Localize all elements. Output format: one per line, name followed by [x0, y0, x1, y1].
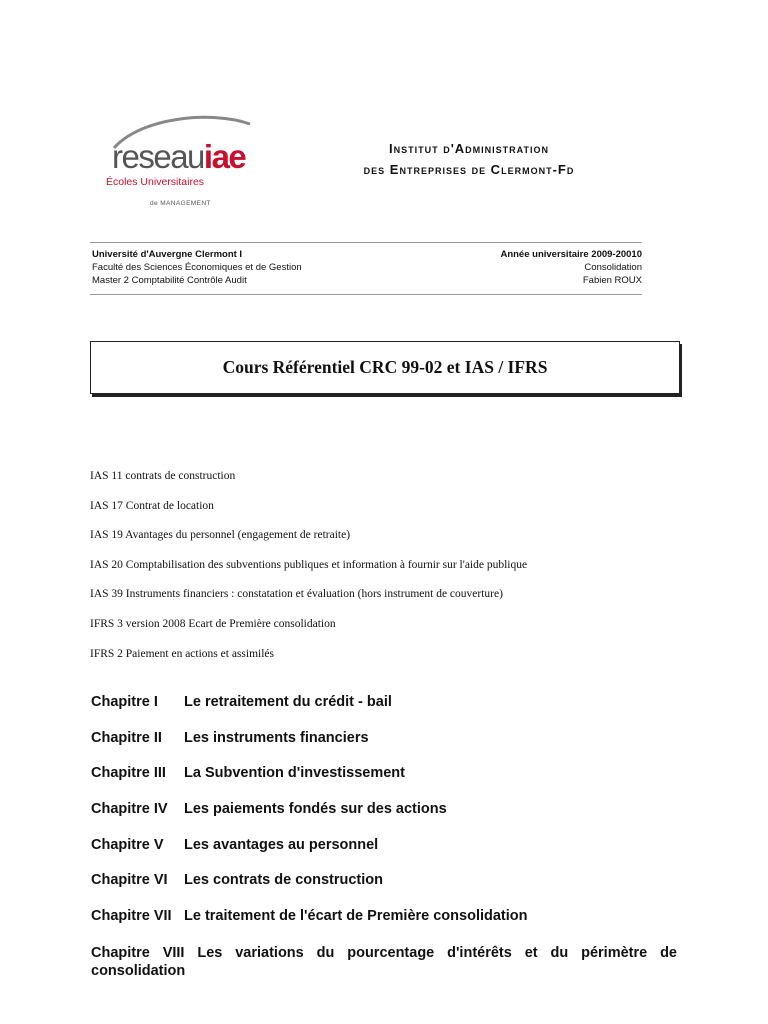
- logo-tagline: de MANAGEMENT: [150, 200, 211, 207]
- top-divider: [90, 242, 642, 243]
- list-item: IFRS 2 Paiement en actions et assimilés: [90, 647, 274, 660]
- chapter-item: [91, 765, 677, 801]
- chapter-title: Les contrats de construction: [184, 872, 384, 889]
- header-right: [500, 248, 642, 287]
- list-item: IAS 17 Contrat de location: [90, 499, 214, 512]
- course-name: Consolidation: [584, 262, 642, 273]
- standards-list: [90, 468, 527, 675]
- chapter-title: Les instruments financiers: [184, 729, 369, 746]
- institute-name: [336, 138, 602, 180]
- bottom-divider: [90, 294, 642, 295]
- logo-wordmark: reseauiae: [112, 138, 246, 175]
- chapter-number: Chapitre V: [91, 836, 164, 853]
- chapter-title: Les avantages au personnel: [184, 836, 379, 853]
- chapter-number: Chapitre VI: [91, 872, 168, 889]
- logo-subtitle: Écoles Universitaires: [106, 176, 205, 188]
- list-item: IFRS 3 version 2008 Ecart de Première consolidation: [90, 617, 336, 630]
- list-item: IAS 11 contrats de construction: [90, 470, 236, 482]
- chapter-title: Le retraitement du crédit - bail: [184, 694, 392, 710]
- chapter-number: Chapitre VII: [91, 908, 172, 925]
- list-item: IAS 19 Avantages du personnel (engagement de retraite): [90, 529, 351, 542]
- chapter-title: Les paiements fondés sur des actions: [184, 801, 447, 818]
- program-name: Master 2 Comptabilité Contrôle Audit: [92, 275, 247, 286]
- chapter-number: Chapitre III: [91, 765, 166, 782]
- chapter-item: [91, 908, 677, 944]
- institute-line-1: Institut d'Administration: [388, 141, 550, 156]
- chapter-item: [91, 801, 677, 837]
- list-item: IAS 39 Instruments financiers : constatation et évaluation (hors instrument de couverture): [90, 588, 503, 601]
- faculty-name: Faculté des Sciences Économiques et de Gestion: [92, 262, 302, 273]
- list-item: IAS 20 Comptabilisation des subventions publiques et information à fournir sur l'aide publique: [90, 558, 528, 571]
- academic-year: Année universitaire 2009-20010: [500, 249, 642, 260]
- reseau-iae-logo: [100, 112, 285, 212]
- course-title-box: [90, 341, 680, 394]
- chapter-item: [91, 730, 677, 766]
- university-name: Université d'Auvergne Clermont I: [92, 249, 243, 260]
- chapter-item-last: Chapitre VIII Les variations du pourcentage d'intérêts et du périmètre de consolidation: [91, 944, 677, 979]
- chapter-item: [91, 837, 677, 873]
- header-left: [92, 248, 302, 287]
- chapter-title: La Subvention d'investissement: [184, 765, 405, 782]
- chapter-list: [91, 694, 677, 980]
- chapter-item: [91, 694, 677, 730]
- chapter-number: Chapitre I: [91, 694, 158, 710]
- author-name: Fabien ROUX: [582, 275, 642, 286]
- chapter-item: [91, 872, 677, 908]
- chapter-number: Chapitre IV: [91, 801, 168, 818]
- chapter-number: Chapitre II: [91, 729, 162, 746]
- course-title: Cours Référentiel CRC 99-02 et IAS / IFRS: [222, 357, 548, 377]
- institute-line-2: des Entreprises de Clermont-Fd: [363, 162, 575, 177]
- chapter-title: Le traitement de l'écart de Première consolidation: [184, 908, 528, 925]
